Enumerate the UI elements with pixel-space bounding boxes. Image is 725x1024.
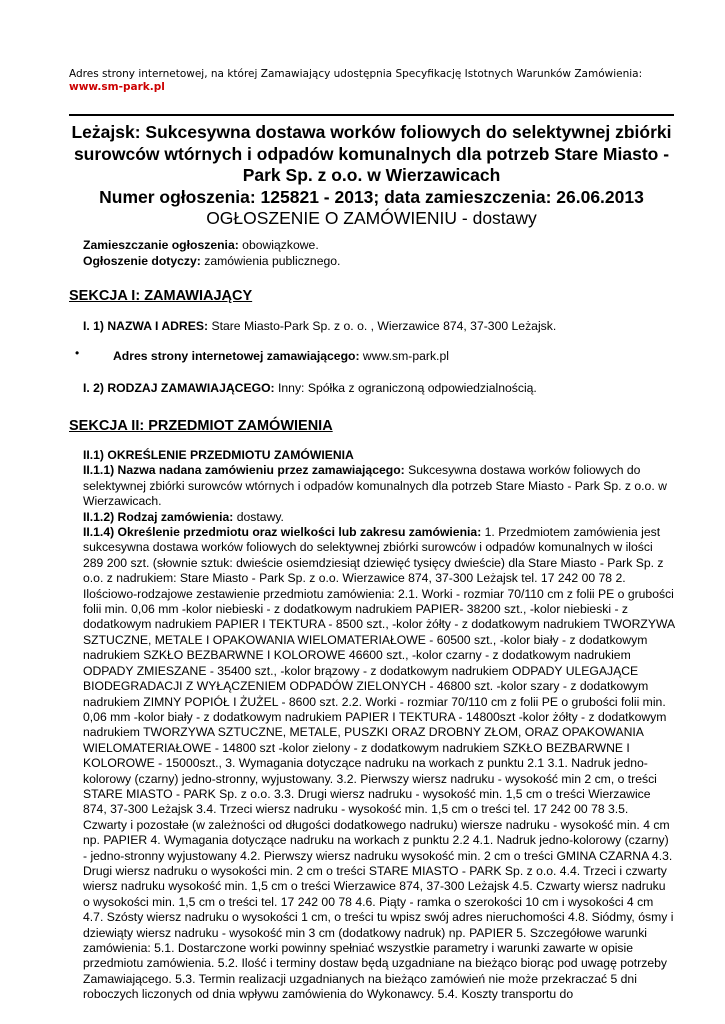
subject-heading [83,448,675,463]
placement-value: obowiązkowe. [242,238,319,252]
notice-meta [83,237,663,269]
placement-row [83,237,663,253]
contract-kind-label: II.1.2) Rodzaj zamówienia: [83,509,234,524]
contract-scope-label: II.1.4) Określenie przedmiotu oraz wielkości lub zakresu zamówienia: [83,525,482,540]
notice-title [69,122,674,230]
concerns-row [83,253,663,269]
contract-name-label: II.1.1) Nazwa nadana zamówieniu przez zamawiającego: [83,463,405,478]
contract-scope-value: 1. Przedmiotem zamówienia jest sukcesywna dostawa worków foliowych do selektywnej zbiórki surowców i odpadów komunalnych w ilości 289 200 szt. (słownie sztuk: dwieście osiemdziesiąt dziewięć tysięcy dwieście) dla Stare Miasto - Park Sp. z o.o. z nadrukiem: Stare Miasto - Park Sp. z o.o. Wierzawice 874, 37-300 Leżajsk tel. 17 242 00 78 2. Ilościowo-rodzajowe zestawienie przedmiotu zamówienia: 2.1. Worki - rozmiar 70/110 cm z folii PE o grubości folii min. 0,06 mm -kolor niebieski - z dodatkowym nadrukiem PAPIER- 38200 szt., -kolor niebieski - z dodatkowym nadrukiem PAPIER I TEKTURA - 8500 szt., -kolor żółty - z dodatkowym nadrukiem TWORZYWA SZTUCZNE, METALE I OPAKOWANIA WIELOMATERIAŁOWE - 60500 szt., -kolor biały - z dodatkowym nadrukiem SZKŁO BEZBARWNE I KOLOROWE 46600 szt., -kolor czarny - z dodatkowym nadrukiem ODPADY ZMIESZANE - 35400 szt., -kolor brązowy - z dodatkowym nadrukiem ODPADY ULEGAJĄCE BIODEGRADACJI Z WYŁĄCZENIEM ODPADÓW ZIELONYCH - 46800 szt. -kolor szary - z dodatkowym nadrukiem ZIMNY POPIÓŁ I ŻUŻEL - 8600 szt. 2.2. Worki - rozmiar 70/110 cm z folii PE o grubości folii min. 0,06 mm -kolor biały - z dodatkowym nadrukiem PAPIER I TEKTURA - 14800szt -kolor żółty - z dodatkowym nadrukiem TWORZYWA SZTUCZNE, METALE, PUSZKI ORAZ DROBNY ZŁOM, ORAZ OPAKOWANIA WIELOMATERIAŁOWE - 14800 szt -kolor zielony - z dodatkowym nadrukiem SZKŁO BEZBARWNE I KOLOROWE - 15000szt., 3. Wymagania dotyczące nadruku na workach z punktu 2.1 3.1. Nadruk jedno-kolorowy (czarny) jedno-stronny, wyjustowany. 3.2. Pierwszy wiersz nadruku - wysokość min 2 cm, o treści STARE MIASTO - PARK Sp. z o.o. 3.3. Drugi wiersz nadruku - wysokość min. 1,5 cm o treści Wierzawice 874, 37-300 Leżajsk 3.4. Trzeci wiersz nadruku - wysokość min. 1,5 cm o treści tel. 17 242 00 78 3.5. Czwarty i pozostałe (w zależności od długości dodatkowego nadruku) wiersze nadruku - wysokość min. 4 cm np. PAPIER 4. Wymagania dotyczące nadruku na workach z punktu 2.2 4.1. Nadruk jedno-kolorowy (czarny) - jedno-stronny wyjustowany 4.2. Pierwszy wiersz nadruku wysokość min. 2 cm o treści GMINA CZARNA 4.3. Drugi wiersz nadruku o wysokości min. 2 cm o treści STARE MIASTO - PARK Sp. z o.o. 4.4. Trzeci i czwarty wiersz nadruku wysokość min. 1,5 cm o treści Wierzawice 874, 37-300 Leżajsk 4.5. Czwarty wiersz nadruku o wysokości min. 1,5 cm o treści tel. 17 242 00 78 4.6. Piąty - ramka o szerokości 10 cm i wysokości 4 cm 4.7. Szósty wiersz nadruku o wysokości 1 cm, o treści tu wpisz swój adres nieruchomości 4.8. Siódmy, ósmy i dziewiąty wiersz nadruku - wysokość min 3 cm (dodatkowy nadruk) np. PAPIER 5. Szczegółowe warunki zamówienia: 5.1. Dostarczone worki powinny spełniać wszystkie parametry i warunki zawarte w opisie przedmiotu zamówienia. 5.2. Ilość i terminy dostaw będą uzgadniane na bieżąco biorąc pod uwagę potrzeby Zamawiającego. 5.3. Termin realizacji uzgadnianych na bieżąco zamówień nie może przekraczać 5 dni roboczych liczonych od dnia wpływu zamówienia do Wykonawcy. 5.4. Koszty transportu do [83,525,675,1002]
siwz-url-link[interactable]: www.sm-park.pl [69,81,165,93]
title-line-3: Park Sp. z o.o. w Wierzawicach [242,165,501,185]
section-2-heading: SEKCJA II: PRZEDMIOT ZAMÓWIENIA [69,418,333,434]
contract-scope [83,525,675,1003]
contract-kind [83,510,675,525]
subject-heading-text: II.1) OKREŚLENIE PRZEDMIOTU ZAMÓWIENIA [83,448,354,462]
authority-type-value: Inny: Spółka z ograniczoną odpowiedzialnością. [278,381,537,395]
siwz-address-note [69,68,669,94]
section-1-heading: SEKCJA I: ZAMAWIAJĄCY [69,288,253,304]
authority-type-label: I. 2) RODZAJ ZAMAWIAJĄCEGO: [83,381,275,395]
contract-name-value: Sukcesywna dostawa worków foliowych do selektywnej zbiórki surowców wtórnych i odpadów komunalnych dla potrzeb Stare Miasto - Park Sp. z o.o. w Wierzawicach. [83,463,667,509]
notice-number: Numer ogłoszenia: 125821 - 2013; data zamieszczenia: 26.06.2013 [99,186,644,207]
siwz-note-text: Adres strony internetowej, na której Zamawiający udostępnia Specyfikację Istotnych Warunków Zamówienia: [69,68,643,80]
notice-type: OGŁOSZENIE O ZAMÓWIENIU - dostawy [206,208,537,228]
website-label: Adres strony internetowej zamawiającego: [113,349,360,363]
name-address-value: Stare Miasto-Park Sp. z o. o. , Wierzawice 874, 37-300 Leżajsk. [211,319,557,333]
authority-type [83,380,673,396]
bullet-icon: • [75,346,80,360]
placement-label: Zamieszczanie ogłoszenia: [83,238,239,252]
concerns-value: zamówienia publicznego. [204,254,341,268]
website-value[interactable]: www.sm-park.pl [362,349,449,363]
name-address-label: I. 1) NAZWA I ADRES: [83,319,209,333]
concerns-label: Ogłoszenie dotyczy: [83,254,201,268]
contract-kind-value: dostawy. [236,509,284,524]
title-line-1: Leżajsk: Sukcesywna dostawa worków foliowych do selektywnej zbiórki [71,122,672,142]
section-2-body [83,448,675,1003]
title-line-2: surowców wtórnych i odpadów komunalnych dla potrzeb Stare Miasto - [73,143,670,164]
authority-website [113,348,703,364]
contract-name [83,463,675,509]
contracting-authority-name [83,318,673,334]
header-divider [69,114,674,116]
